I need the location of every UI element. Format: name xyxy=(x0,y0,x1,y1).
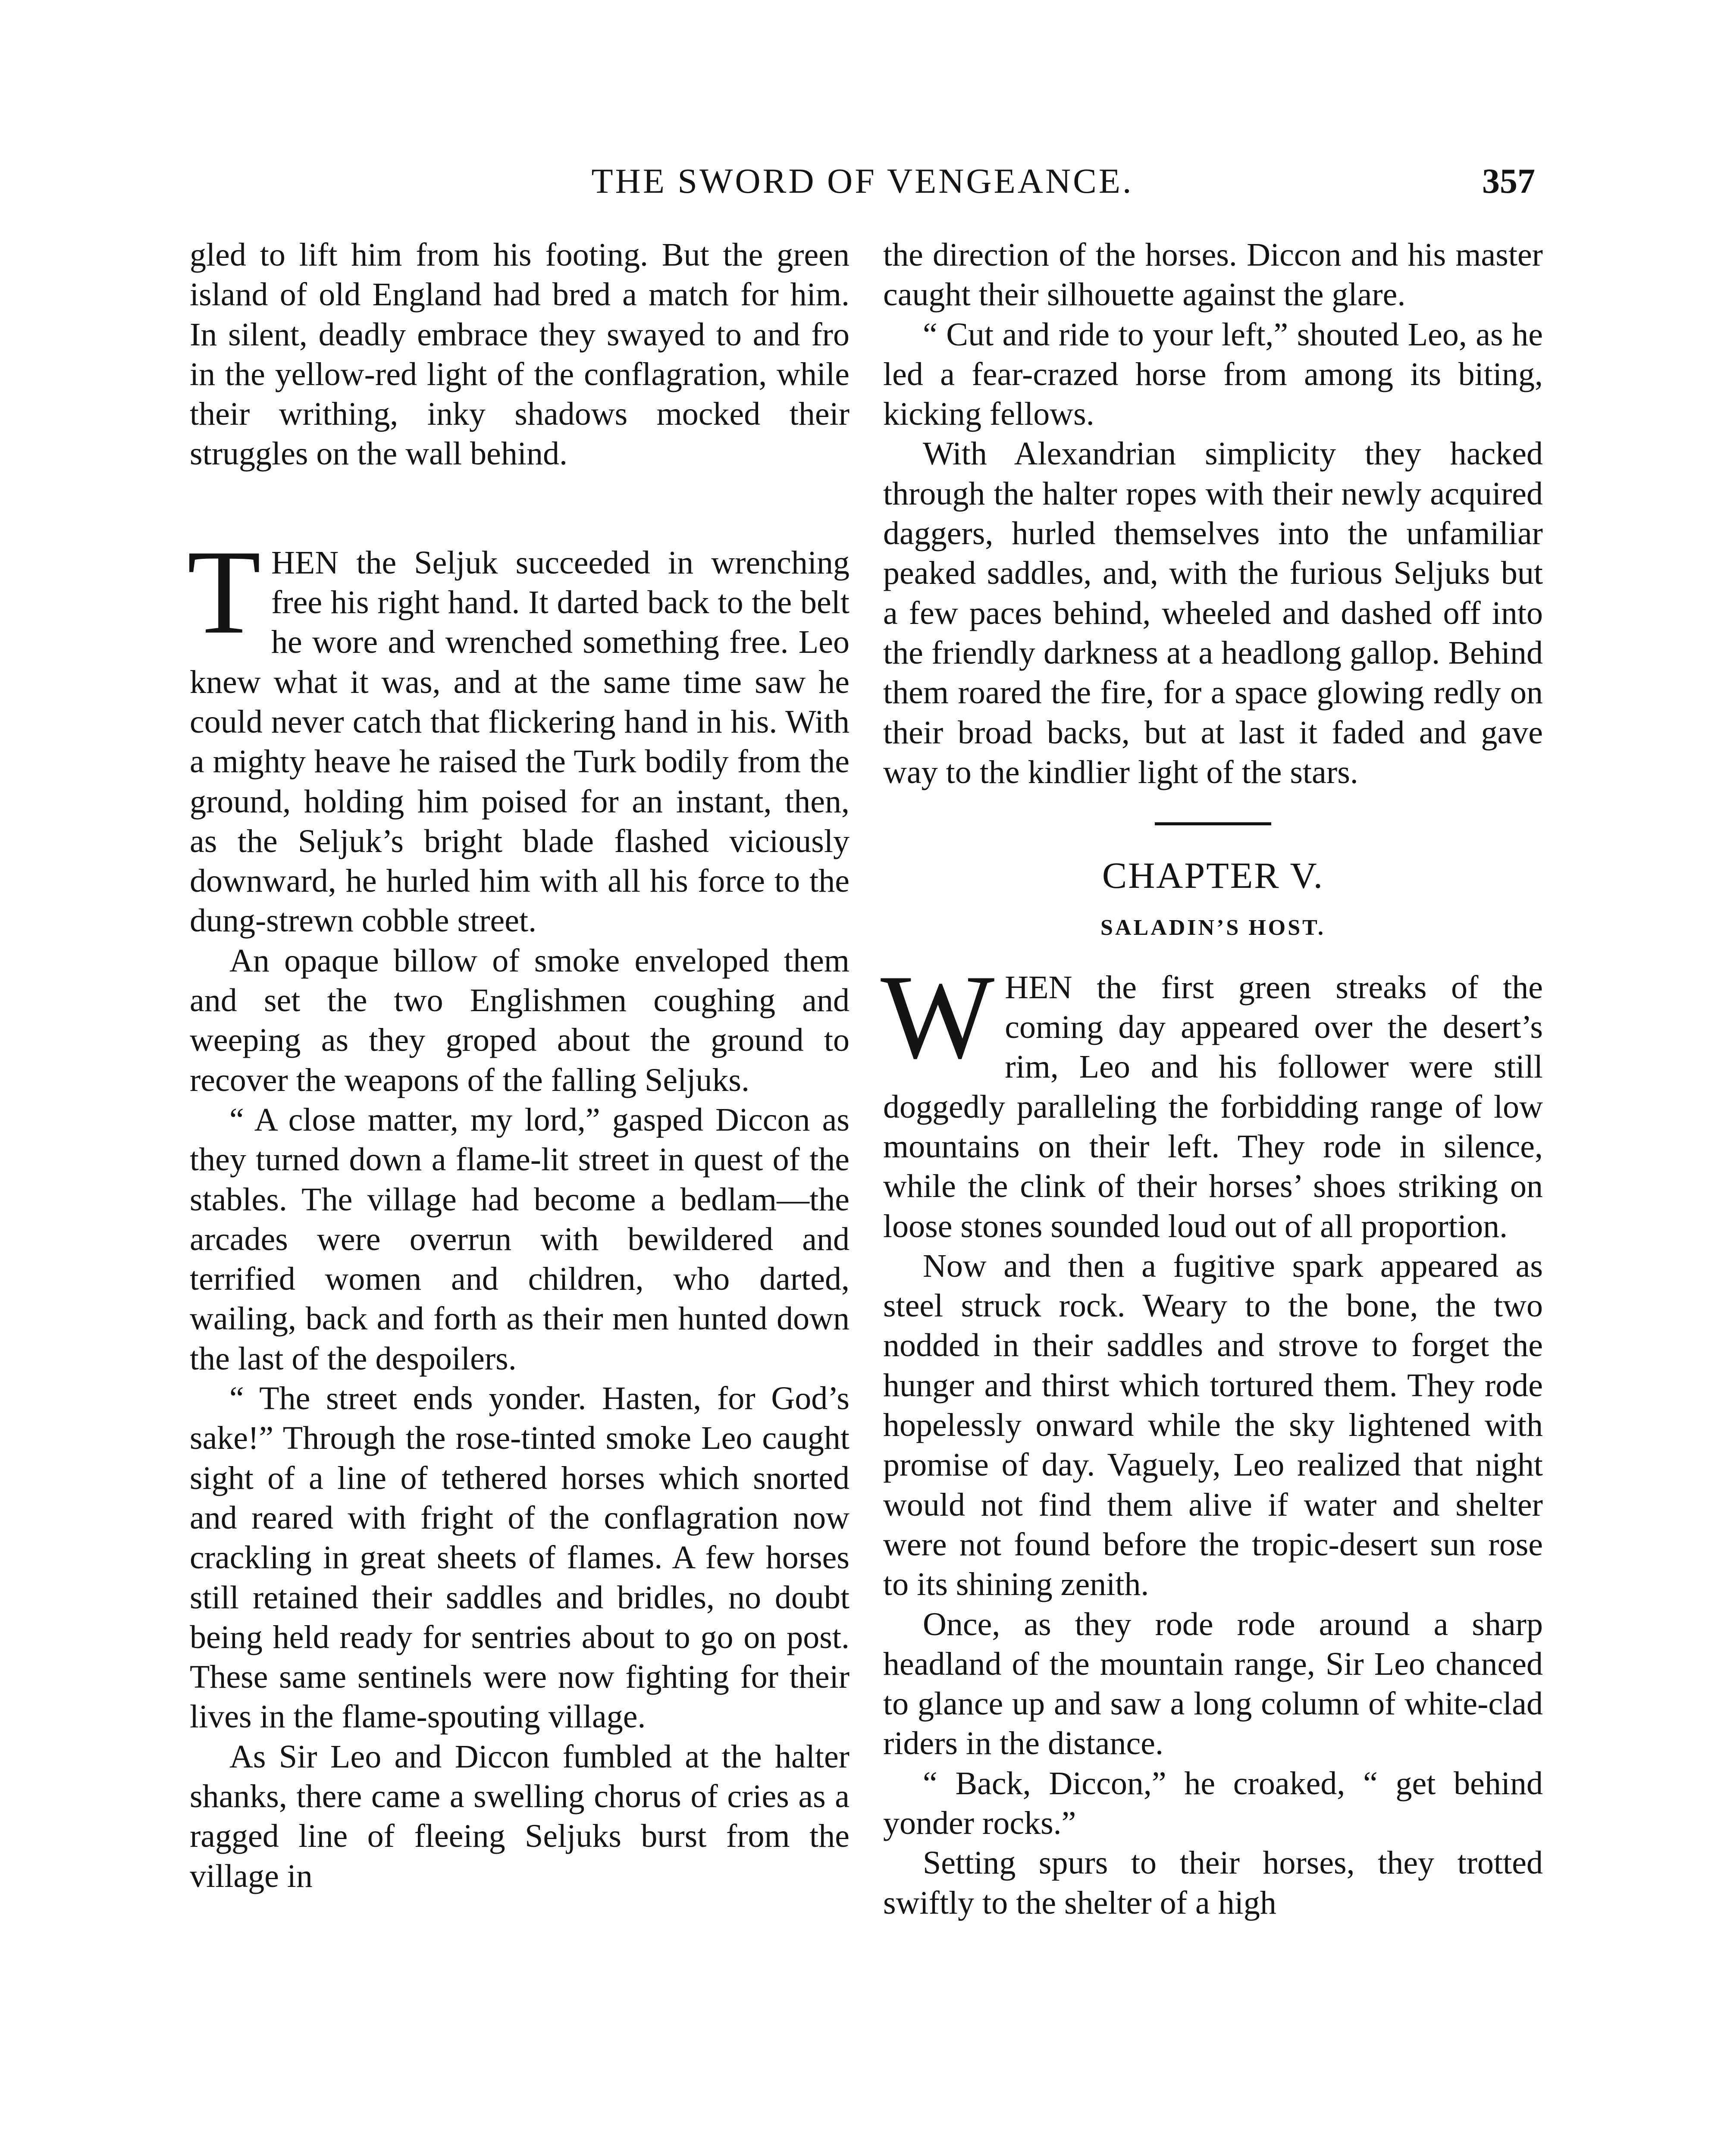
paragraph: “ Back, Diccon,” he croaked, “ get behind yonder rocks.” xyxy=(883,1765,1543,1841)
paragraph-text: HEN the Seljuk succeeded in wrenching free his right hand. It darted back to the belt he wore and wrenched something free. Leo knew what it was, and at the same time saw he could never catch that flickering hand in his. With a mighty heave he raised the Turk bodily from the ground, holding him poised for an instant, then, as the Seljuk’s bright blade flashed viciously downward, he hurled him with all his force to the dung-strewn cobble street. xyxy=(190,544,849,939)
drop-cap-letter: W xyxy=(881,949,995,1084)
chapter-title: CHAPTER V. xyxy=(1102,855,1324,896)
paragraph: Now and then a fugitive spark appeared as steel struck rock. Weary to the bone, the two nodded in their saddles and strove to forget the hunger and thirst which tortured them. They rode hopelessly onward while the sky lightened with promise of day. Vaguely, Leo realized that night would not find them alive if water and shelter were not found before the tropic-desert sun rose to its shining zenith. xyxy=(883,1247,1543,1603)
paragraph: With Alexandrian simplicity they hacked through the halter ropes with their newly acquired daggers, hurled themselves into the unfamiliar peaked saddles, and, with the furious Seljuks but a few paces behind, wheeled and dashed off into the friendly darkness at a headlong gallop. Behind them roared the fire, for a space glowing redly on their broad backs, but at last it faded and gave way to the kindlier light of the stars. xyxy=(883,436,1543,790)
paragraph: “ Cut and ride to your left,” shouted Leo, as he led a fear-crazed horse from among its biting, kicking fellows. xyxy=(883,316,1543,432)
drop-cap-letter: T xyxy=(187,524,261,659)
paragraph: gled to lift him from his footing. But the green island of old England had bred a match for him. In silent, deadly embrace they swayed to and fro in the yellow-red light of the conflagration, while their writhing, inky shadows mocked their struggles on the wall behind. xyxy=(190,237,849,472)
left-column xyxy=(187,235,849,1896)
dropcap-paragraph xyxy=(881,949,1543,1246)
paragraph: “ The street ends yonder. Hasten, for God’s sake!” Through the rose-tinted smoke Leo caught sight of a line of tethered horses which snorted and reared with fright of the conflagration now crackling in great sheets of flames. A few horses still retained their saddles and bridles, no doubt being held ready for sentries about to go on post. These same sentinels were now fighting for their lives in the flame-spouting village. xyxy=(190,1380,849,1735)
paragraph: An opaque billow of smoke enveloped them and set the two Englishmen coughing and weeping as they groped about the ground to recover the weapons of the falling Seljuks. xyxy=(190,942,849,1098)
page-header xyxy=(190,157,1535,205)
page-number: 357 xyxy=(1482,161,1535,201)
section-divider xyxy=(1155,822,1271,825)
paragraph-text: HEN the first green streaks of the coming day appeared over the desert’s rim, Leo and his follower were still doggedly paralleling the forbidding range of low mountains on their left. They rode in silence, while the clink of their horses’ shoes striking on loose stones sounded loud out of all proportion. xyxy=(883,969,1543,1244)
running-title: THE SWORD OF VENGEANCE. xyxy=(591,161,1134,201)
dropcap-paragraph xyxy=(187,524,849,941)
paragraph: “ A close matter, my lord,” gasped Diccon as they turned down a flame-lit street in quest of the stables. The village had become a bedlam—the arcades were overrun with bewildered and terrified women and children, who darted, wailing, back and forth as their men hunted down the last of the despoilers. xyxy=(190,1101,849,1377)
chapter-subtitle: SALADIN’S HOST. xyxy=(1100,915,1326,940)
paragraph: Once, as they rode rode around a sharp headland of the mountain range, Sir Leo chanced to glance up and saw a long column of white-clad riders in the distance. xyxy=(883,1606,1543,1762)
section-gap xyxy=(190,474,849,543)
paragraph: As Sir Leo and Diccon fumbled at the halter shanks, there came a swelling chorus of cries as a ragged line of fleeing Seljuks burst from the village in xyxy=(190,1738,849,1894)
right-column xyxy=(883,235,1543,1923)
paragraph: Setting spurs to their horses, they trotted swiftly to the shelter of a high xyxy=(883,1845,1543,1921)
paragraph: the direction of the horses. Diccon and his master caught their silhouette against the glare. xyxy=(883,237,1543,313)
